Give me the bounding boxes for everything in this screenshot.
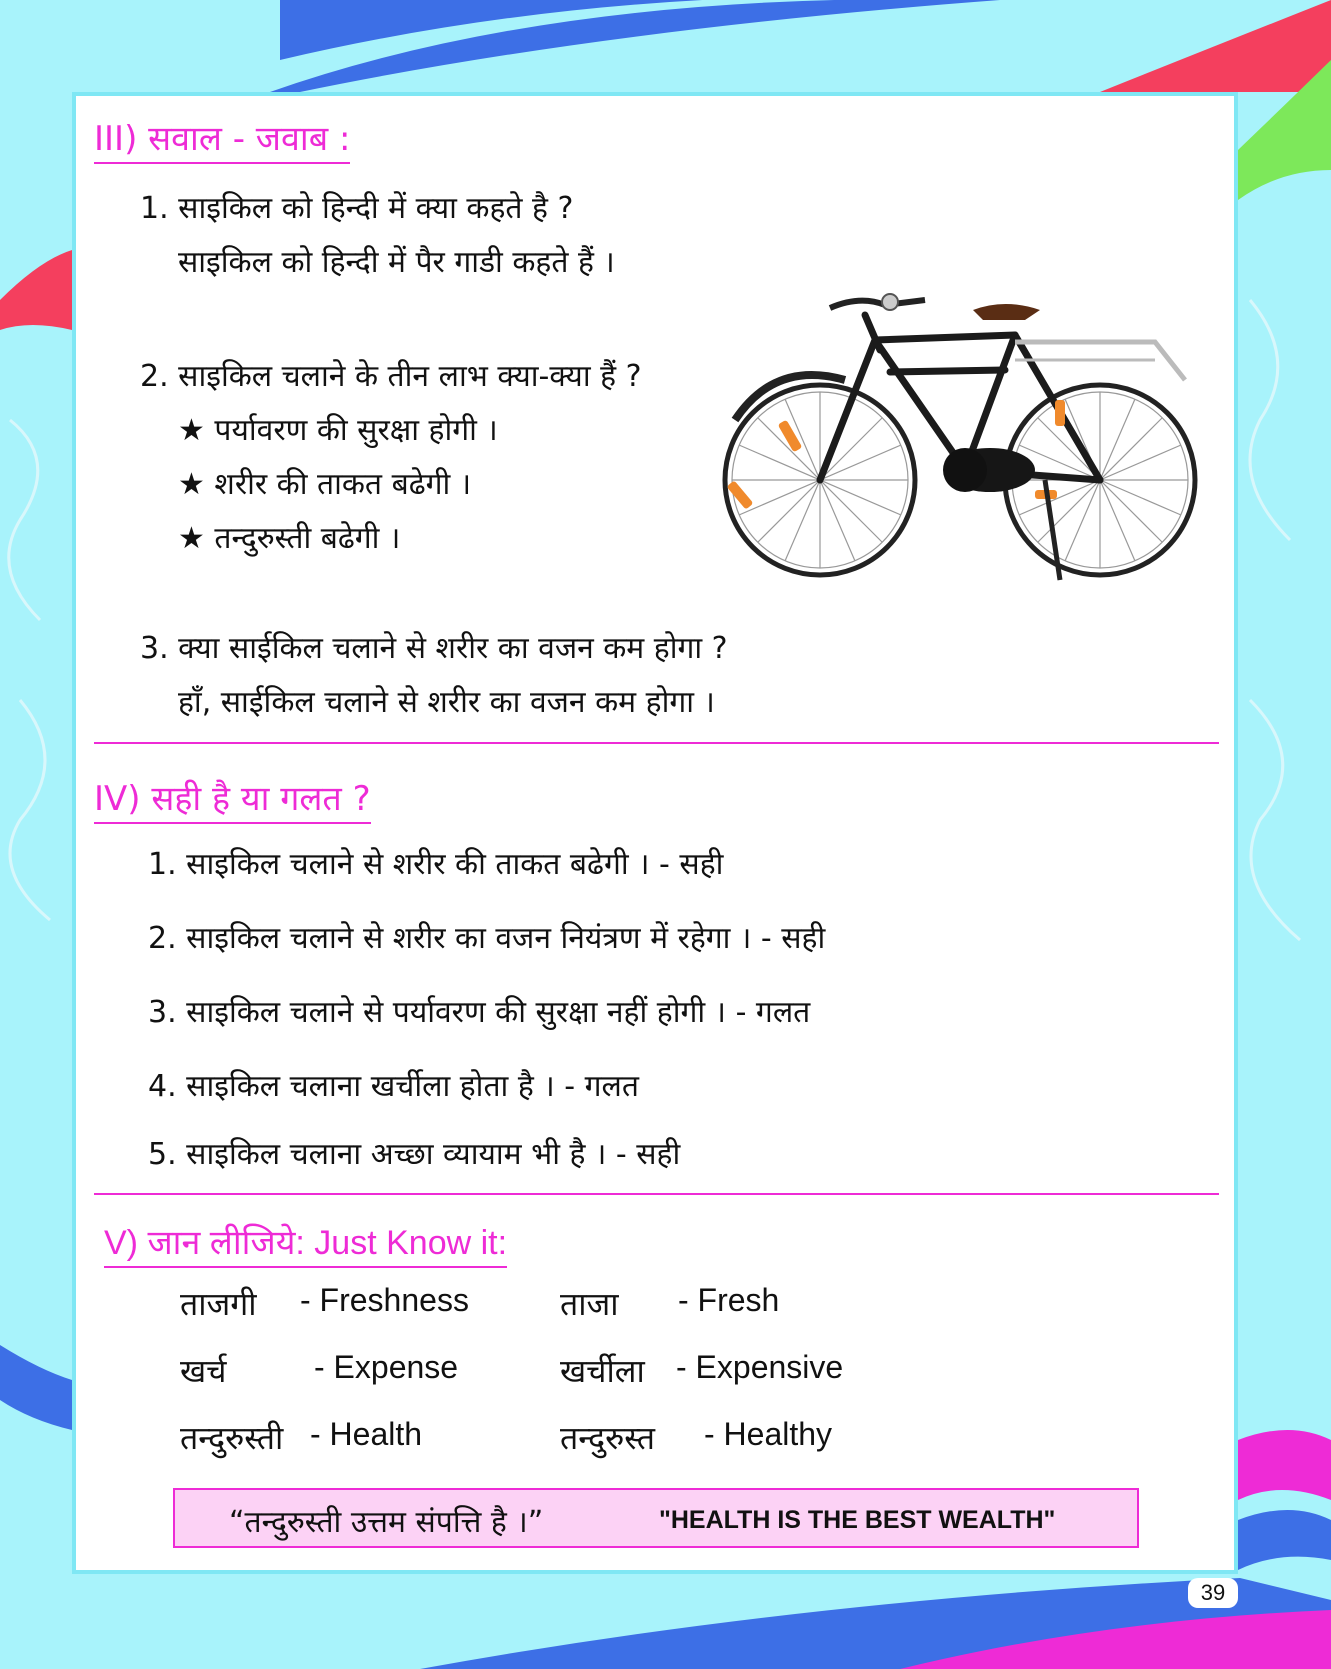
vocab-hindi: तन्दुरुस्त	[560, 1420, 655, 1456]
vocab-hindi: खर्चीला	[560, 1353, 645, 1389]
true-false-item: 5. साइकिल चलाना अच्छा व्यायाम भी है । - सही	[148, 1137, 681, 1172]
vocab-hindi: ताजा	[560, 1286, 619, 1322]
question-1: 1. साइकिल को हिन्दी में क्या कहते है ?	[140, 191, 574, 226]
vocab-english: - Health	[310, 1416, 423, 1452]
true-false-item: 1. साइकिल चलाने से शरीर की ताकत बढेगी । - सही	[148, 847, 724, 882]
true-false-item: 3. साइकिल चलाने से पर्यावरण की सुरक्षा नहीं होगी । - गलत	[148, 995, 811, 1030]
benefit-item: ★ शरीर की ताकत बढेगी ।	[178, 467, 472, 502]
section-3-heading: III) सवाल - जवाब :	[94, 114, 350, 164]
benefit-item: ★ तन्दुरुस्ती बढेगी ।	[178, 521, 401, 556]
vocab-english: - Expensive	[676, 1349, 844, 1385]
motto-hindi: “तन्दुरुस्ती उत्तम संपत्ति है ।”	[229, 1505, 544, 1540]
vocab-hindi: खर्च	[180, 1353, 227, 1389]
vocab-hindi: तन्दुरुस्ती	[180, 1420, 284, 1456]
section-divider	[94, 742, 1219, 744]
vocab-english: - Freshness	[300, 1282, 469, 1318]
section-4-heading: IV) सही है या गलत ?	[94, 774, 371, 824]
section-divider	[94, 1193, 1219, 1195]
question-2: 2. साइकिल चलाने के तीन लाभ क्या-क्या हैं ?	[140, 359, 642, 394]
true-false-item: 2. साइकिल चलाने से शरीर का वजन नियंत्रण में रहेगा । - सही	[148, 921, 826, 956]
answer-3: हाँ, साईकिल चलाने से शरीर का वजन कम होगा ।	[178, 685, 715, 720]
question-3: 3. क्या साईकिल चलाने से शरीर का वजन कम होगा ?	[140, 631, 728, 666]
bicycle-image	[715, 280, 1215, 590]
motto-box	[173, 1488, 1139, 1548]
true-false-item: 4. साइकिल चलाना खर्चीला होता है । - गलत	[148, 1069, 639, 1104]
vocab-hindi: ताजगी	[180, 1286, 257, 1322]
answer-1: साइकिल को हिन्दी में पैर गाडी कहते हैं ।	[178, 245, 615, 280]
vocab-english: - Healthy	[704, 1416, 833, 1452]
section-5-heading: V) जान लीजिये: Just Know it:	[104, 1218, 507, 1268]
vocab-english: - Fresh	[678, 1282, 780, 1318]
motto-english: "HEALTH IS THE BEST WEALTH"	[659, 1506, 1056, 1534]
page-number: 39	[1188, 1578, 1238, 1608]
benefit-item: ★ पर्यावरण की सुरक्षा होगी ।	[178, 413, 498, 448]
vocab-english: - Expense	[314, 1349, 459, 1385]
